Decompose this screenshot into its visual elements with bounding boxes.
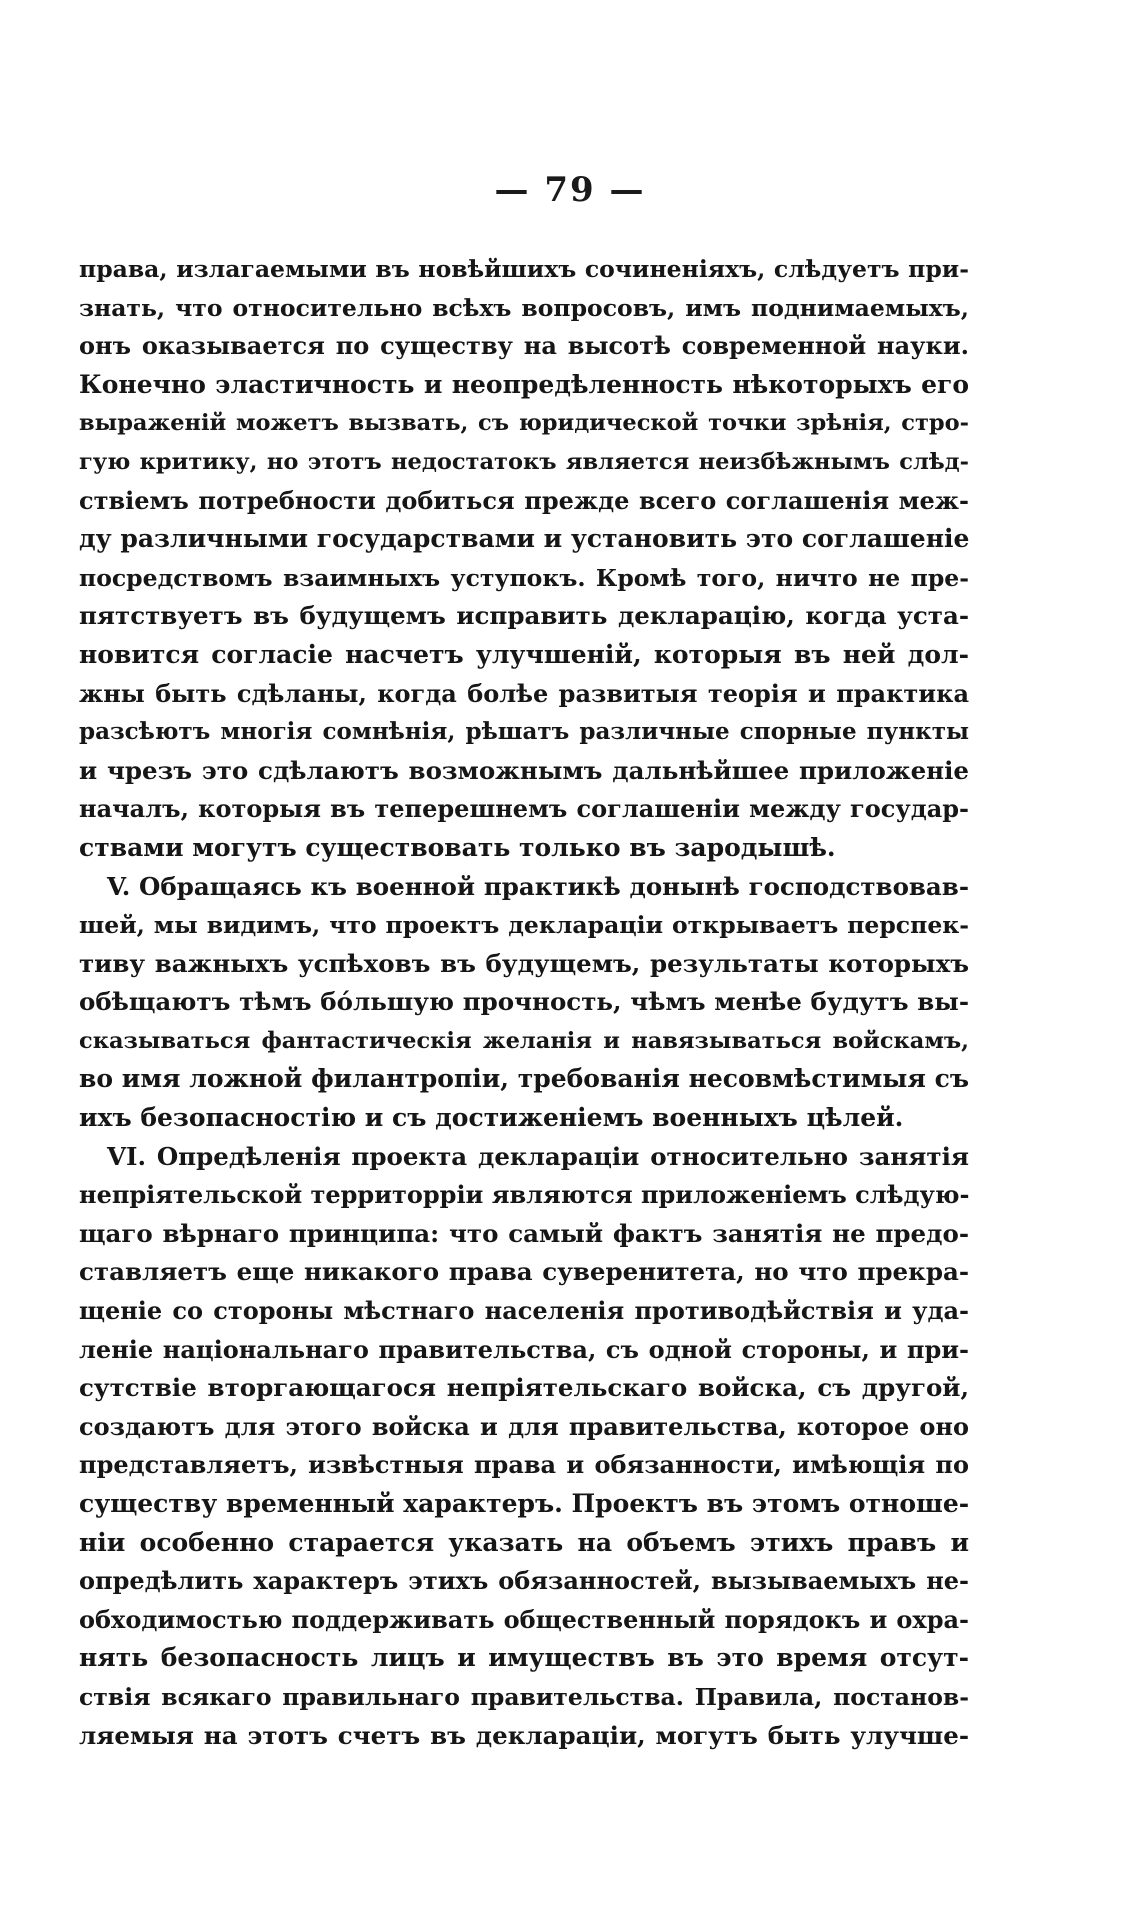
text-line: посредствомъ взаимныхъ уступокъ. Кромѣ того, ничто не пре-: [79, 563, 969, 592]
text-line: существу временный характеръ. Проектъ въ этомъ отноше-: [79, 1489, 969, 1518]
text-line: знать, что относительно всѣхъ вопросовъ, имъ поднимаемыхъ,: [79, 293, 969, 322]
text-line: ставляетъ еще никакого права суверенитета, но что прекра-: [79, 1257, 969, 1287]
text-line: во имя ложной филантропіи, требованія несовмѣстимыя съ: [79, 1064, 969, 1094]
text-line: опредѣлить характеръ этихъ обязанностей, вызываемыхъ не-: [79, 1566, 969, 1596]
text-line: ду различными государствами и установить это соглашеніе: [79, 524, 969, 554]
text-line: VI. Опредѣленія проекта деклараціи относительно занятія: [107, 1141, 969, 1171]
text-line: новится согласіе насчетъ улучшеній, которыя въ ней дол-: [79, 639, 969, 669]
page-number: — 79 —: [494, 170, 646, 210]
text-line: выраженій можетъ вызвать, съ юридической точки зрѣнія, стро-: [79, 410, 969, 437]
text-line: Конечно эластичность и неопредѣленность нѣкоторыхъ его: [79, 369, 969, 399]
text-line: сутствіе вторгающагося непріятельскаго войска, съ другой,: [79, 1373, 969, 1403]
text-line: ихъ безопасностію и съ достиженіемъ военныхъ цѣлей.: [79, 1103, 904, 1133]
body-text: [79, 250, 969, 1755]
text-line: началъ, которыя въ теперешнемъ соглашеніи между государ-: [79, 794, 969, 824]
text-line: непріятельской территорріи являются приложеніемъ слѣдую-: [79, 1180, 969, 1210]
text-line: V. Обращаясь къ военной практикѣ донынѣ господствовав-: [107, 871, 969, 901]
text-line: тиву важныхъ успѣховъ въ будущемъ, результаты которыхъ: [79, 948, 969, 978]
text-line: онъ оказывается по существу на высотѣ современной науки.: [79, 331, 969, 361]
text-line: нять безопасность лицъ и имуществъ въ это время отсут-: [79, 1643, 969, 1673]
text-line: щеніе со стороны мѣстнаго населенія противодѣйствія и уда-: [79, 1296, 969, 1326]
text-line: ствами могутъ существовать только въ зародышѣ.: [79, 832, 836, 862]
text-line: ляемыя на этотъ счетъ въ деклараціи, могутъ быть улучше-: [79, 1720, 969, 1750]
text-line: разсѣютъ многія сомнѣнія, рѣшатъ различные спорные пункты: [79, 718, 969, 746]
text-line: сказываться фантастическія желанія и навязываться войскамъ,: [79, 1027, 969, 1054]
text-line: права, излагаемыми въ новѣйшихъ сочиненіяхъ, слѣдуетъ при-: [79, 255, 969, 283]
text-line: ствія всякаго правильнаго правительства. Правила, постанов-: [79, 1682, 969, 1711]
text-line: шей, мы видимъ, что проектъ деклараціи открываетъ перспек-: [79, 911, 969, 940]
text-line: ствіемъ потребности добиться прежде всего соглашенія меж-: [79, 485, 969, 515]
text-line: леніе національнаго правительства, съ одной стороны, и при-: [79, 1334, 969, 1364]
text-line: представляетъ, извѣстныя права и обязанности, имѣющія по: [79, 1450, 969, 1480]
text-line: пятствуетъ въ будущемъ исправить декларацію, когда уста-: [79, 601, 969, 631]
text-line: щаго вѣрнаго принципа: что самый фактъ занятія не предо-: [79, 1218, 969, 1248]
text-line: создаютъ для этого войска и для правительства, которое оно: [79, 1411, 969, 1441]
text-line: обѣщаютъ тѣмъ бо́льшую прочность, чѣмъ менѣе будутъ вы-: [79, 987, 969, 1017]
text-line: жны быть сдѣланы, когда болѣе развитыя теорія и практика: [79, 678, 969, 708]
text-line: ніи особенно старается указать на объемъ этихъ правъ и: [79, 1527, 969, 1557]
text-line: обходимостью поддерживать общественный порядокъ и охра-: [79, 1604, 969, 1634]
text-line: и чрезъ это сдѣлаютъ возможнымъ дальнѣйшее приложеніе: [79, 755, 969, 785]
text-line: гую критику, но этотъ недостатокъ является неизбѣжнымъ слѣд-: [79, 448, 969, 475]
